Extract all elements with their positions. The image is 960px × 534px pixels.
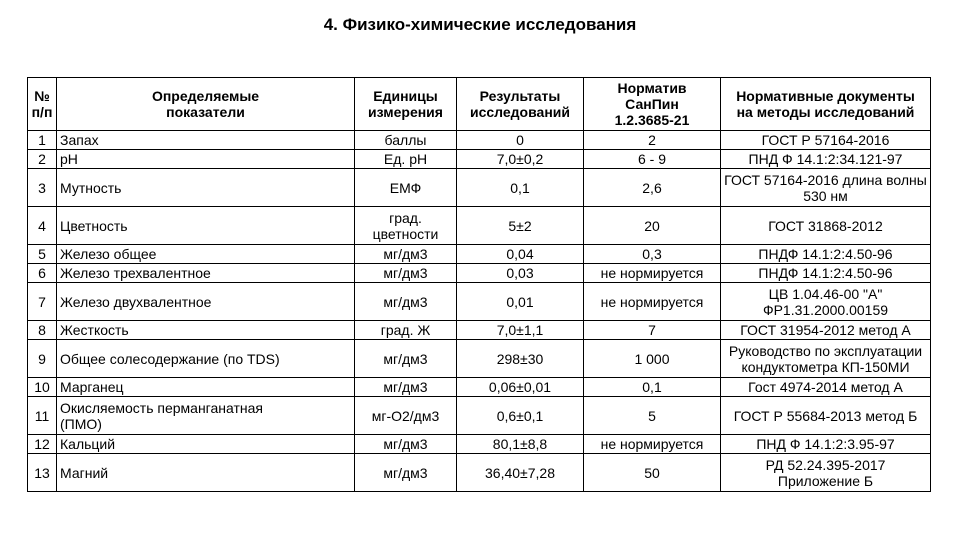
unit-cell xyxy=(355,169,457,207)
method-doc-cell xyxy=(721,245,931,264)
result-cell: 0,6±0,1 xyxy=(457,397,584,435)
cell-line: Мутность xyxy=(60,179,122,196)
method-doc-cell xyxy=(721,340,931,378)
header-unit xyxy=(355,78,457,131)
table-body xyxy=(28,131,931,492)
norm-cell: 2,6 xyxy=(584,169,721,207)
cell-line: Железо общее xyxy=(60,246,157,262)
cell-line: мг/дм3 xyxy=(383,293,428,310)
cell-line: Руководство по эксплуатации xyxy=(728,342,923,359)
indicator-cell xyxy=(57,397,355,435)
cell-line: РД 52.24.395-2017 xyxy=(765,456,886,473)
table-row xyxy=(28,169,931,207)
table-row xyxy=(28,131,931,150)
indicator-cell xyxy=(57,321,355,340)
row-number-cell: 5 xyxy=(28,245,57,264)
table-row xyxy=(28,264,931,283)
row-number-cell: 2 xyxy=(28,150,57,169)
row-number-cell: 13 xyxy=(28,454,57,492)
cell-line: мг/дм3 xyxy=(383,265,428,281)
result-cell: 36,40±7,28 xyxy=(457,454,584,492)
cell-line: № xyxy=(34,88,50,104)
cell-line: ГОСТ Р 57164-2016 xyxy=(761,132,890,148)
result-cell: 0 xyxy=(457,131,584,150)
cell-line: кондуктометра КП-150МИ xyxy=(741,358,910,375)
cell-line: ПНД Ф 14.1:2:3.95-97 xyxy=(756,436,895,452)
cell-line: Запах xyxy=(60,132,99,148)
table-row xyxy=(28,283,931,321)
norm-cell: 1 000 xyxy=(584,340,721,378)
header-indicator xyxy=(57,78,355,131)
table-row xyxy=(28,454,931,492)
table-row xyxy=(28,378,931,397)
norm-cell: 6 - 9 xyxy=(584,150,721,169)
row-number-cell: 8 xyxy=(28,321,57,340)
header-result xyxy=(457,78,584,131)
table-row xyxy=(28,150,931,169)
unit-cell xyxy=(355,454,457,492)
result-cell: 298±30 xyxy=(457,340,584,378)
result-cell: 7,0±0,2 xyxy=(457,150,584,169)
norm-cell: 0,3 xyxy=(584,245,721,264)
indicator-cell xyxy=(57,340,355,378)
method-doc-cell xyxy=(721,397,931,435)
cell-line: п/п xyxy=(31,104,53,120)
indicator-cell xyxy=(57,131,355,150)
table-header-row xyxy=(28,78,931,131)
cell-line: исследований xyxy=(470,104,570,120)
indicator-cell xyxy=(57,207,355,245)
cell-line: мг/дм3 xyxy=(383,379,428,395)
row-number-cell: 10 xyxy=(28,378,57,397)
norm-cell: 50 xyxy=(584,454,721,492)
cell-line: мг/дм3 xyxy=(383,464,428,481)
method-doc-cell xyxy=(721,378,931,397)
method-doc-cell xyxy=(721,454,931,492)
norm-cell: 2 xyxy=(584,131,721,150)
method-doc-cell xyxy=(721,207,931,245)
result-cell: 0,03 xyxy=(457,264,584,283)
header-norm xyxy=(584,78,721,131)
method-doc-cell xyxy=(721,150,931,169)
table-row xyxy=(28,397,931,435)
method-doc-cell xyxy=(721,169,931,207)
cell-line: 530 нм xyxy=(803,187,848,204)
indicator-cell xyxy=(57,435,355,454)
cell-line: ПНД Ф 14.1:2:34.121-97 xyxy=(748,151,903,167)
method-doc-cell xyxy=(721,131,931,150)
unit-cell xyxy=(355,283,457,321)
cell-line: СанПин xyxy=(625,96,679,112)
unit-cell xyxy=(355,245,457,264)
norm-cell: не нормируется xyxy=(584,264,721,283)
indicator-cell xyxy=(57,283,355,321)
result-cell: 0,04 xyxy=(457,245,584,264)
norm-cell: 5 xyxy=(584,397,721,435)
cell-line: ЦВ 1.04.46-00 "А" xyxy=(768,285,883,302)
cell-line: Общее солесодержание (по TDS) xyxy=(60,350,280,367)
unit-cell xyxy=(355,378,457,397)
cell-line: Гост 4974-2014 метод А xyxy=(748,379,903,395)
cell-line: Жесткость xyxy=(60,322,129,338)
norm-cell: 20 xyxy=(584,207,721,245)
cell-line: мг/дм3 xyxy=(383,436,428,452)
table-row xyxy=(28,321,931,340)
cell-line: Нормативные документы xyxy=(736,88,915,104)
row-number-cell: 7 xyxy=(28,283,57,321)
cell-line: измерения xyxy=(368,104,443,120)
results-table xyxy=(27,77,931,492)
cell-line: ПНДФ 14.1:2:4.50-96 xyxy=(758,265,893,281)
cell-line: на методы исследований xyxy=(736,104,915,120)
cell-line: Окисляемость перманганатная xyxy=(60,399,263,416)
cell-line: показатели xyxy=(166,104,245,120)
cell-line: мг/дм3 xyxy=(383,246,428,262)
cell-line: Цветность xyxy=(60,217,128,234)
cell-line: ПНДФ 14.1:2:4.50-96 xyxy=(758,246,893,262)
header-number xyxy=(28,78,57,131)
cell-line: мг-О2/дм3 xyxy=(371,407,440,424)
row-number-cell: 12 xyxy=(28,435,57,454)
row-number-cell: 4 xyxy=(28,207,57,245)
result-cell: 5±2 xyxy=(457,207,584,245)
indicator-cell xyxy=(57,169,355,207)
table-row xyxy=(28,435,931,454)
row-number-cell: 9 xyxy=(28,340,57,378)
unit-cell xyxy=(355,397,457,435)
row-number-cell: 11 xyxy=(28,397,57,435)
cell-line: Марганец xyxy=(60,379,124,395)
cell-line: ФР1.31.2000.00159 xyxy=(762,301,889,318)
method-doc-cell xyxy=(721,264,931,283)
unit-cell xyxy=(355,321,457,340)
result-cell: 0,1 xyxy=(457,169,584,207)
cell-line: Кальций xyxy=(60,436,116,452)
unit-cell xyxy=(355,340,457,378)
method-doc-cell xyxy=(721,283,931,321)
cell-line: ГОСТ 31954-2012 метод А xyxy=(740,322,911,338)
table-row xyxy=(28,245,931,264)
indicator-cell xyxy=(57,454,355,492)
page-title: 4. Физико-химические исследования xyxy=(323,15,637,34)
cell-line: (ПМО) xyxy=(60,415,102,432)
cell-line: ГОСТ Р 55684-2013 метод Б xyxy=(733,407,918,424)
table-row xyxy=(28,207,931,245)
result-cell: 0,06±0,01 xyxy=(457,378,584,397)
header-method-doc xyxy=(721,78,931,131)
cell-line: ГОСТ 57164-2016 длина волны xyxy=(724,171,927,188)
cell-line: Железо трехвалентное xyxy=(60,265,211,281)
result-cell: 80,1±8,8 xyxy=(457,435,584,454)
row-number-cell: 6 xyxy=(28,264,57,283)
method-doc-cell xyxy=(721,435,931,454)
cell-line: Магний xyxy=(60,464,109,481)
cell-line: Норматив xyxy=(617,80,687,96)
norm-cell: не нормируется xyxy=(584,283,721,321)
cell-line: мг/дм3 xyxy=(383,350,428,367)
indicator-cell xyxy=(57,245,355,264)
indicator-cell xyxy=(57,264,355,283)
unit-cell xyxy=(355,207,457,245)
result-cell: 0,01 xyxy=(457,283,584,321)
cell-line: pH xyxy=(60,151,78,167)
unit-cell xyxy=(355,150,457,169)
cell-line: Приложение Б xyxy=(777,472,874,489)
cell-line: Определяемые xyxy=(151,88,260,104)
norm-cell: 7 xyxy=(584,321,721,340)
result-cell: 7,0±1,1 xyxy=(457,321,584,340)
method-doc-cell xyxy=(721,321,931,340)
cell-line: Единицы xyxy=(373,88,438,104)
norm-cell: 0,1 xyxy=(584,378,721,397)
cell-line: ГОСТ 31868-2012 xyxy=(768,217,883,234)
norm-cell: не нормируется xyxy=(584,435,721,454)
row-number-cell: 3 xyxy=(28,169,57,207)
cell-line: баллы xyxy=(384,132,427,148)
row-number-cell: 1 xyxy=(28,131,57,150)
cell-line: ЕМФ xyxy=(389,179,422,196)
cell-line: Ед. pH xyxy=(383,151,428,167)
cell-line: 1.2.3685-21 xyxy=(614,112,690,128)
cell-line: град. Ж xyxy=(380,322,431,338)
cell-line: Железо двухвалентное xyxy=(60,293,212,310)
unit-cell xyxy=(355,131,457,150)
unit-cell xyxy=(355,264,457,283)
table-row xyxy=(28,340,931,378)
cell-line: град. xyxy=(389,209,422,226)
cell-line: Результаты xyxy=(479,88,561,104)
indicator-cell xyxy=(57,378,355,397)
indicator-cell xyxy=(57,150,355,169)
cell-line: цветности xyxy=(372,225,439,242)
unit-cell xyxy=(355,435,457,454)
